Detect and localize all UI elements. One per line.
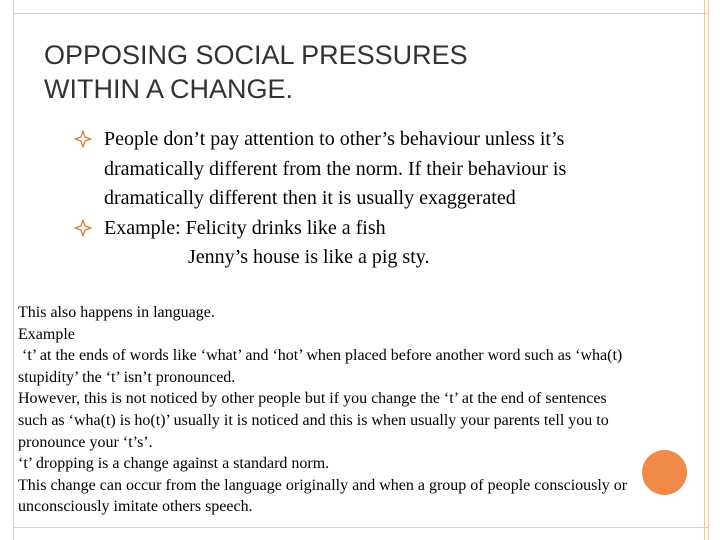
- frame-left-line: [13, 0, 14, 540]
- body-line-5: However, this is not noticed by other people but if you change the ‘t’ at the end of sentences: [18, 390, 607, 408]
- bullet-2-line-2: Jenny’s house is like a pig sty.: [188, 246, 430, 268]
- body-line-7: pronounce your ‘t’s’.: [18, 433, 153, 451]
- slide-title: [44, 38, 644, 106]
- slide-title-line2: WITHIN A CHANGE.: [44, 74, 294, 104]
- body-line-8: ‘t’ dropping is a change against a standard norm.: [18, 455, 330, 473]
- bullet-item-1: [74, 125, 654, 214]
- bullet-list: [74, 125, 654, 273]
- bullet-1-line-2: dramatically different from the norm. If their behaviour is: [104, 157, 567, 180]
- body-line-6: such as ‘wha(t) is ho(t)’ usually it is noticed and this is when usually your parents tell you to: [18, 411, 609, 429]
- body-line-1: This also happens in language.: [18, 304, 215, 321]
- hollow-star-bullet-icon: [74, 130, 92, 148]
- slide-title-line1: OPPOSING SOCIAL PRESSURES: [44, 40, 468, 70]
- bullet-1-line-3: dramatically different then it is usually exaggerated: [104, 187, 516, 209]
- body-line-4: stupidity’ the ‘t’ isn’t pronounced.: [18, 368, 236, 386]
- decorative-orange-circle: [642, 450, 687, 495]
- frame-right-outer-line: [708, 0, 709, 540]
- frame-bottom-line: [13, 527, 709, 528]
- bullet-2-line-1: Example: Felicity drinks like a fish: [104, 216, 386, 239]
- hollow-star-bullet-icon: [74, 219, 92, 237]
- bullet-1-line-1: People don’t pay attention to other’s behaviour unless it’s: [104, 128, 565, 150]
- body-line-9: This change can occur from the language originally and when a group of people consciously or: [18, 476, 628, 494]
- body-line-10: unconsciously imitate others speech.: [18, 498, 253, 516]
- body-paragraph: [18, 302, 708, 518]
- body-line-2: Example: [18, 325, 75, 343]
- bullet-item-2: [74, 214, 654, 273]
- body-line-3: ‘t’ at the ends of words like ‘what’ and ‘hot’ when placed before another word such as ‘wha(t): [18, 347, 623, 365]
- frame-top-line: [13, 13, 709, 14]
